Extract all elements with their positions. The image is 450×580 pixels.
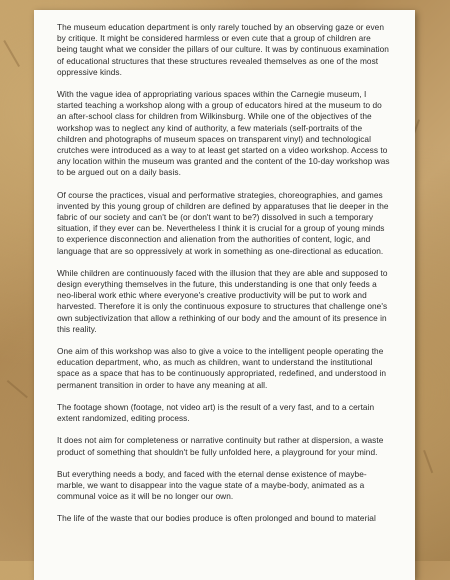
paragraph-2: With the vague idea of appropriating various spaces within the Carnegie museum, I started teaching a workshop along with a group of educators hired at the museum to do an after-school class for children from Wilkinsburg. While one of the objectives of the workshop was to neglect any kind of authority, a few materials (self-portraits of the children and photographs of museum spaces on transparent vinyl) and technological crutches were introduced as a way to at least get started on a video workshop. Access to any location within the museum was granted and the content of the 10-day workshop was to be argued out on a daily basis.: [57, 89, 390, 178]
paragraph-1: The museum education department is only rarely touched by an observing gaze or even by critique. It might be considered harmless or even cute that a group of children are being taught what we consider the pillars of our culture. It was by continuous examination of educational structures that these structures revealed themselves as one of the most oppressive kinds.: [57, 22, 389, 77]
paragraph-7: It does not aim for completeness or narrative continuity but rather at dispersion, a waste product of something that shouldn't be fully unfolded here, a playground for your mind.: [57, 435, 384, 457]
paragraph-9: The life of the waste that our bodies produce is often prolonged and bound to material: [57, 513, 376, 524]
paragraph-4: While children are continuously faced with the illusion that they are able and supposed to design everything themselves in the future, this understanding is one that only feeds a neo-liberal work ethic where everyone's creative productivity will be put to work and harvested. Therefore it is only the continuous exposure to structures that challenge one's own subjectivization that allow a rethinking of our body and the amount of its presence in this reality.: [57, 267, 388, 334]
marble-vein: [7, 380, 28, 398]
paragraph-5: One aim of this workshop was also to give a voice to the intelligent people operating the education department, who, as much as children, want to understand the institutional space as a space that has to be continuously appropriated, redefined, and understood in permanent transition in order to have any meaning at all.: [57, 346, 387, 390]
paragraph-3: Of course the practices, visual and performative strategies, choreographies, and games invented by this young group of children are defined by apparatuses that lie deeper in the fabric of our society and can't be (or don't want to be?) dissolved in such a temporary situation, if they ever can be. Nevertheless I think it is crucial for a group of young minds to experience disconnection and alienation from the authorities of content, logic, and language that are so oppressively at work in something as one-directional as education.: [57, 189, 389, 256]
marble-vein: [3, 40, 20, 67]
wall-text-placard: [34, 10, 415, 580]
marble-vein: [423, 450, 433, 473]
paragraph-8: But everything needs a body, and faced with the eternal dense existence of maybe-marble, we want to disappear into the vague state of a maybe-body, animated as a communal voice as it will be no longer our own.: [57, 468, 367, 502]
paragraph-6: The footage shown (footage, not video art) is the result of a very fast, and to a certain extent randomized, editing process.: [57, 401, 375, 424]
